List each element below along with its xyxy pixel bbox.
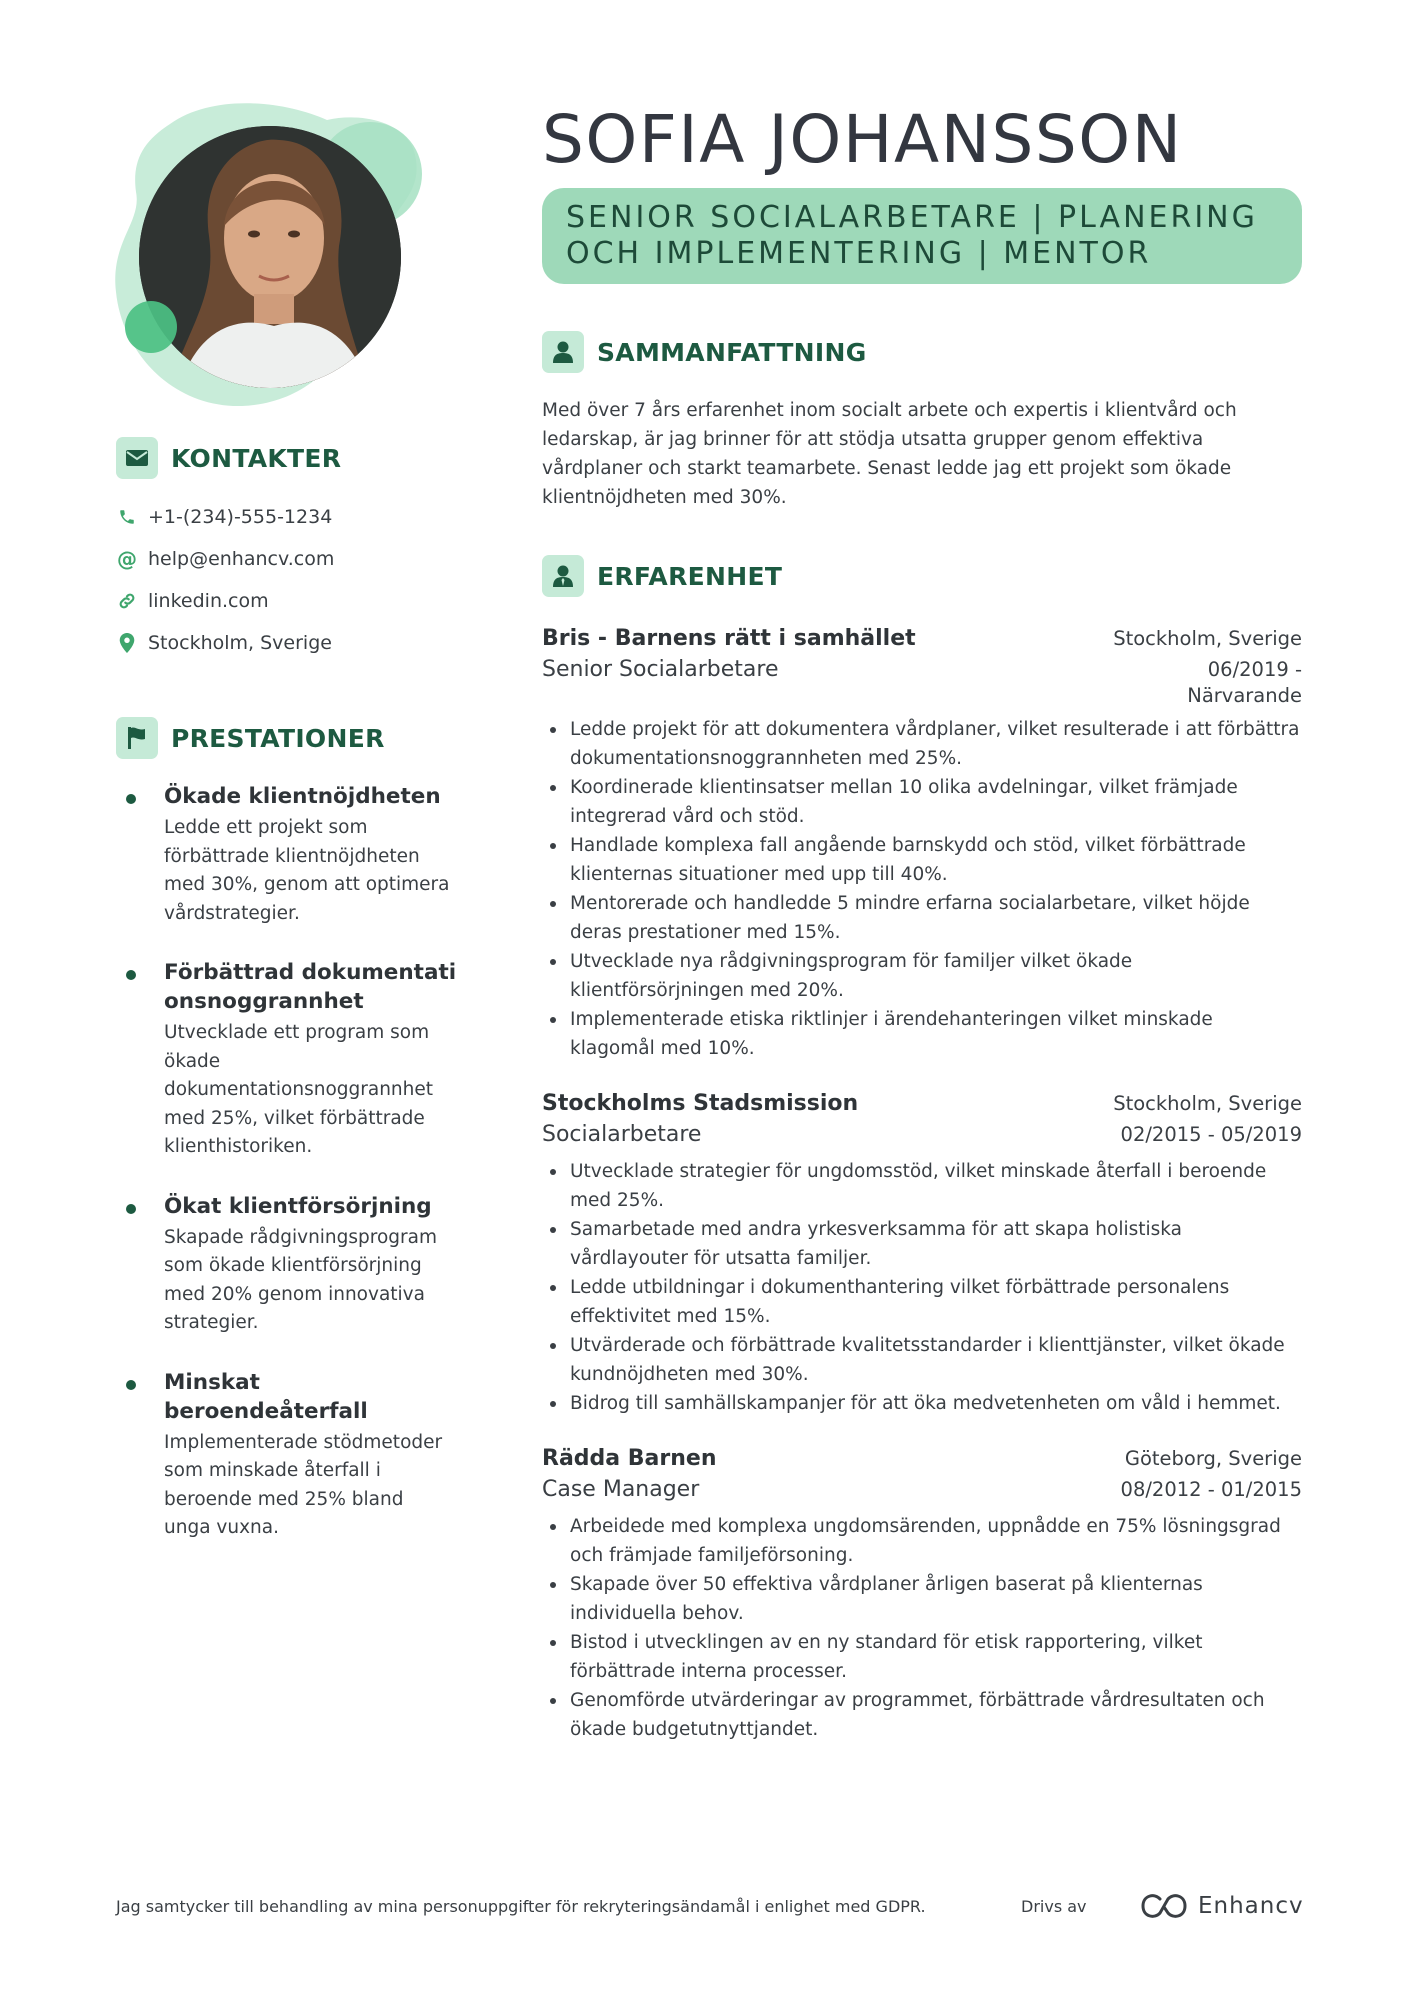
job-location: Göteborg, Sverige bbox=[1124, 1447, 1302, 1470]
company-name: Bris - Barnens rätt i samhället bbox=[542, 626, 916, 651]
user-tie-icon bbox=[542, 555, 584, 597]
achievement-title: Ökade klientnöjdheten bbox=[164, 784, 441, 809]
contacts-header bbox=[116, 436, 476, 480]
job-location: Stockholm, Sverige bbox=[1113, 1092, 1302, 1115]
experience-entry bbox=[542, 1444, 1302, 1744]
summary-header bbox=[542, 330, 1302, 374]
job-bullets bbox=[542, 715, 1302, 1063]
job-location: Stockholm, Sverige bbox=[1113, 627, 1302, 650]
contact-phone[interactable] bbox=[116, 496, 476, 538]
bullet-icon bbox=[126, 1380, 136, 1390]
list-item: Utvärderade och förbättrade kvalitetsstandarder i klienttjänster, vilket ökade kundnöjdheten med 30%. bbox=[542, 1331, 1302, 1389]
achievements-title: PRESTATIONER bbox=[171, 723, 385, 753]
flag-icon bbox=[116, 717, 158, 759]
at-icon: @ bbox=[117, 547, 137, 571]
list-item bbox=[116, 782, 476, 928]
job-dates: 02/2015 - 05/2019 bbox=[1120, 1123, 1302, 1146]
company-name: Stockholms Stadsmission bbox=[542, 1091, 859, 1116]
contacts-title: KONTAKTER bbox=[171, 443, 342, 473]
experience-title: ERFARENHET bbox=[597, 561, 783, 591]
list-item: Implementerade etiska riktlinjer i ärendehanteringen vilket minskade klagomål med 10%. bbox=[542, 1005, 1302, 1063]
achievement-text: Implementerade stödmetoder som minskade återfall i beroende med 25% bland unga vuxna. bbox=[164, 1431, 443, 1538]
footer bbox=[116, 1888, 1312, 1924]
achievements-list bbox=[116, 782, 476, 1543]
achievement-text: Utvecklade ett program som ökade dokumentationsnoggrannhet med 25%, vilket förbättrade klienthistoriken. bbox=[164, 1022, 434, 1157]
contact-location-text: Stockholm, Sverige bbox=[148, 632, 332, 654]
bullet-icon bbox=[126, 970, 136, 980]
list-item bbox=[116, 958, 476, 1162]
experience-section bbox=[542, 554, 1302, 1744]
contact-email-text: help@enhancv.com bbox=[148, 548, 335, 570]
list-item bbox=[116, 1192, 476, 1338]
summary-section bbox=[542, 330, 1302, 512]
page-title: SOFIA JOHANSSON bbox=[542, 101, 1183, 178]
job-dates: 06/2019 - Närvarande bbox=[1187, 658, 1302, 707]
experience-header bbox=[542, 554, 1302, 598]
enhancv-logo-icon bbox=[1140, 1893, 1188, 1919]
list-item: Samarbetade med andra yrkesverksamma för att skapa holistiska vårdlayouter för utsatta familjer. bbox=[542, 1215, 1302, 1273]
summary-text: Med över 7 års erfarenhet inom socialt arbete och expertis i klientvård och ledarskap, är jag brinner för att stödja utsatta grupper genom effektiva vårdplaner och starkt teamarbete. Senast ledde jag ett projekt som ökade klientnöjdheten med 30%. bbox=[542, 400, 1237, 508]
job-bullets bbox=[542, 1512, 1302, 1744]
location-pin-icon bbox=[116, 632, 138, 654]
list-item: Ledde utbildningar i dokumenthantering vilket förbättrade personalens effektivitet med 15%. bbox=[542, 1273, 1302, 1331]
link-icon bbox=[116, 590, 138, 612]
contact-linkedin[interactable] bbox=[116, 580, 476, 622]
contact-location bbox=[116, 622, 476, 664]
enhancv-logo[interactable] bbox=[1140, 1893, 1304, 1919]
list-item: Handlade komplexa fall angående barnskydd och stöd, vilket förbättrade klienternas situationer med upp till 40%. bbox=[542, 831, 1302, 889]
contact-list bbox=[116, 496, 476, 664]
experience-entry bbox=[542, 1089, 1302, 1418]
phone-icon bbox=[116, 506, 138, 528]
list-item bbox=[116, 1368, 476, 1543]
list-item: Ledde projekt för att dokumentera vårdplaner, vilket resulterade i att förbättra dokumentationsnoggrannheten med 25%. bbox=[542, 715, 1302, 773]
list-item: Skapade över 50 effektiva vårdplaner årligen baserat på klienternas individuella behov. bbox=[542, 1570, 1302, 1628]
brand-name: Enhancv bbox=[1198, 1893, 1304, 1919]
experience-entry bbox=[542, 624, 1302, 1063]
contact-linkedin-text: linkedin.com bbox=[148, 590, 269, 612]
list-item: Mentorerade och handledde 5 mindre erfarna socialarbetare, vilket höjde deras prestationer med 15%. bbox=[542, 889, 1302, 947]
headline-banner bbox=[542, 188, 1302, 284]
list-item: Arbeidede med komplexa ungdomsärenden, uppnådde en 75% lösningsgrad och främjade familjeförsoning. bbox=[542, 1512, 1302, 1570]
list-item: Bidrog till samhällskampanjer för att öka medvetenheten om våld i hemmet. bbox=[542, 1389, 1302, 1418]
list-item: Utvecklade strategier för ungdomsstöd, vilket minskade återfall i beroende med 25%. bbox=[542, 1157, 1302, 1215]
bullet-icon bbox=[126, 794, 136, 804]
bullet-icon bbox=[126, 1204, 136, 1214]
profile-photo-area bbox=[112, 102, 430, 408]
user-icon bbox=[542, 331, 584, 373]
achievement-text: Skapade rådgivningsprogram som ökade klientförsörjning med 20% genom innovativa strategier. bbox=[164, 1226, 438, 1333]
contact-phone-text: +1-(234)-555-1234 bbox=[148, 506, 333, 528]
envelope-icon bbox=[116, 437, 158, 479]
achievement-text: Ledde ett projekt som förbättrade klientnöjdheten med 30%, genom att optimera vårdstrategier. bbox=[164, 817, 450, 924]
achievement-title: Förbättrad dokumentationsnoggrannhet bbox=[164, 960, 457, 1014]
company-name: Rädda Barnen bbox=[542, 1446, 717, 1471]
list-item: Utvecklade nya rådgivningsprogram för familjer vilket ökade klientförsörjningen med 20%. bbox=[542, 947, 1302, 1005]
achievement-title: Minskat beroendeåterfall bbox=[164, 1369, 368, 1424]
job-role: Senior Socialarbetare bbox=[542, 657, 779, 682]
avatar bbox=[139, 126, 401, 388]
headline-line-1: SENIOR SOCIALARBETARE | PLANERING bbox=[566, 200, 1258, 235]
achievement-title: Ökat klientförsörjning bbox=[164, 1193, 432, 1219]
left-column bbox=[116, 436, 476, 1573]
list-item: Genomförde utvärderingar av programmet, förbättrade vårdresultaten och ökade budgetutnyttjandet. bbox=[542, 1686, 1302, 1744]
list-item: Koordinerade klientinsatser mellan 10 olika avdelningar, vilket främjade integrerad vård och stöd. bbox=[542, 773, 1302, 831]
job-role: Case Manager bbox=[542, 1477, 700, 1502]
achievements-header bbox=[116, 716, 476, 760]
powered-by-label: Drivs av bbox=[1021, 1896, 1087, 1916]
job-role: Socialarbetare bbox=[542, 1122, 702, 1147]
gdpr-consent-text: Jag samtycker till behandling av mina personuppgifter för rekryteringsändamål i enlighet med GDPR. bbox=[116, 1896, 926, 1916]
decorative-dot bbox=[125, 301, 177, 353]
list-item: Bistod i utvecklingen av en ny standard för etisk rapportering, vilket förbättrade interna processer. bbox=[542, 1628, 1302, 1686]
job-bullets bbox=[542, 1157, 1302, 1418]
job-dates: 08/2012 - 01/2015 bbox=[1120, 1478, 1302, 1501]
contact-email[interactable] bbox=[116, 538, 476, 580]
right-column bbox=[542, 100, 1302, 1744]
headline-line-2: OCH IMPLEMENTERING | MENTOR bbox=[566, 236, 1152, 271]
summary-title: SAMMANFATTNING bbox=[597, 337, 867, 367]
